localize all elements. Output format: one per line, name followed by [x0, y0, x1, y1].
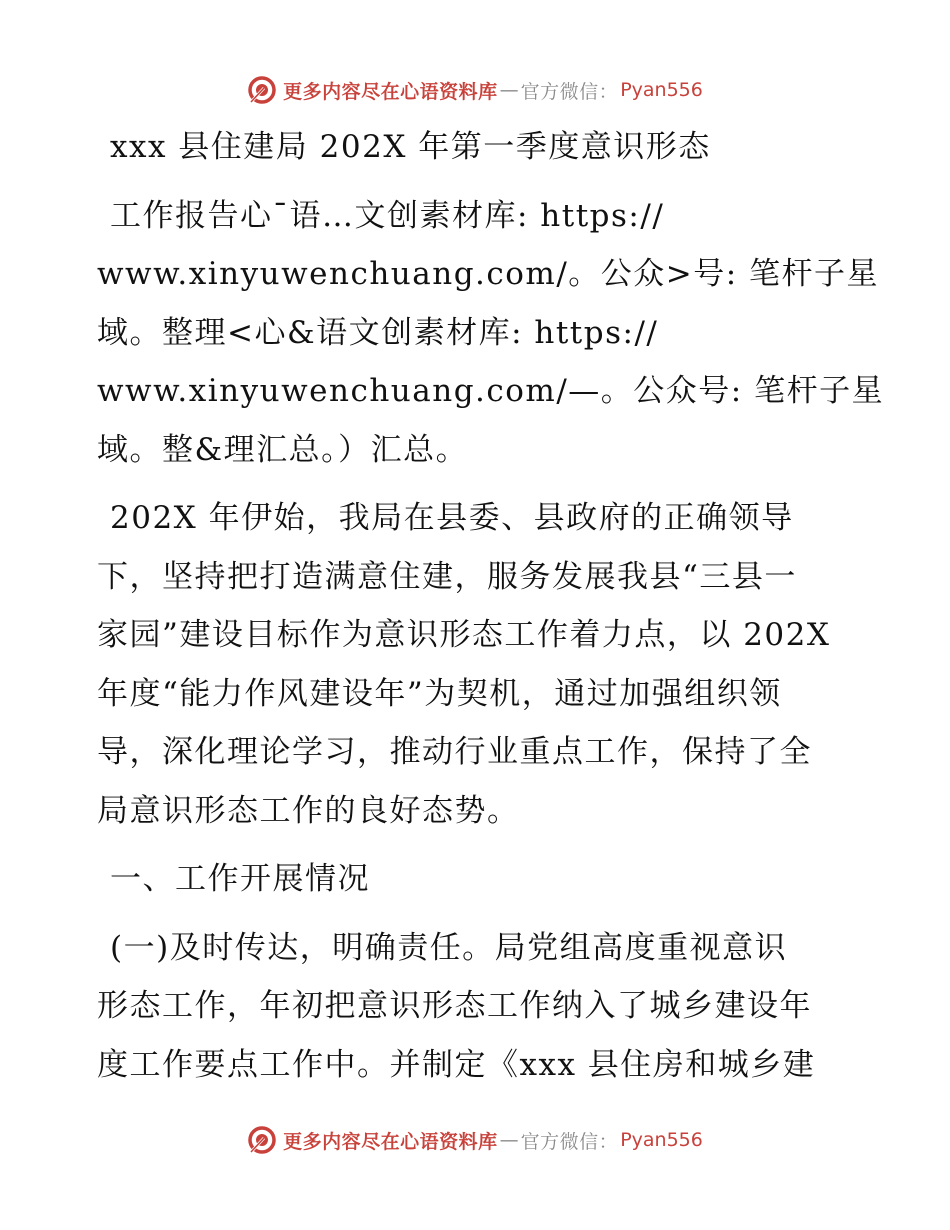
- text-line: (一)及时传达，明确责任。局党组高度重视意识: [110, 929, 788, 966]
- header-watermark-banner: [0, 73, 950, 107]
- banner-separator: —: [499, 1129, 519, 1151]
- paragraph-gap: [97, 479, 867, 489]
- text-line: 局意识形态工作的良好态势。: [97, 792, 520, 829]
- banner-lead-text: 更多内容尽在心语资料库: [283, 80, 498, 103]
- text-line: www.xinyuwenchuang.com/。公众>号: 笔杆子星: [97, 256, 880, 292]
- pen-seal-logo-icon: [247, 75, 277, 105]
- text-line: 形态工作，年初把意识形态工作纳入了城乡建设年: [97, 988, 812, 1024]
- text-line: 年度“能力作风建设年”为契机，通过加强组织领: [97, 675, 782, 712]
- text-line: 域。整理<心&语文创素材库: https://: [97, 314, 659, 351]
- banner-follow-text: 官方微信：: [520, 80, 619, 103]
- pen-seal-logo-icon: [247, 1125, 277, 1155]
- text-line: 下，坚持把打造满意住建，服务发展我县“三县一: [97, 558, 797, 595]
- text-line: 家园”建设目标作为意识形态工作着力点，以 202X: [97, 617, 831, 653]
- text-line: 导，深化理论学习，推动行业重点工作，保持了全: [97, 734, 812, 770]
- banner-lead-text: 更多内容尽在心语资料库: [283, 1130, 498, 1153]
- title-continuation-block: [97, 187, 885, 480]
- banner-separator: —: [499, 79, 519, 101]
- text-line: 202X 年伊始，我局在县委、县政府的正确领导: [110, 500, 794, 536]
- text-line: 域。整&理汇总。）汇总。: [97, 431, 469, 468]
- section-heading: 一、工作开展情况: [110, 861, 370, 897]
- banner-handle: Pyan556: [620, 79, 703, 101]
- text-line: www.xinyuwenchuang.com/—。公众号: 笔杆子星: [97, 373, 885, 409]
- document-body: [97, 118, 885, 1094]
- paragraph-gap: [97, 909, 867, 919]
- text-line: 工作报告心¯语…文创素材库: https://: [110, 197, 665, 234]
- footer-watermark-banner: [0, 1123, 950, 1157]
- intro-paragraph: [97, 489, 867, 840]
- document-title: xxx 县住建局 202X 年第一季度意识形态: [110, 129, 711, 165]
- banner-follow-text: 官方微信：: [520, 1130, 619, 1153]
- text-line: 度工作要点工作中。并制定《xxx 县住房和城乡建: [97, 1046, 816, 1083]
- banner-handle: Pyan556: [620, 1129, 703, 1151]
- section-one-paragraph: [97, 919, 867, 1095]
- paragraph-gap: [97, 840, 867, 850]
- paragraph-gap: [97, 177, 867, 187]
